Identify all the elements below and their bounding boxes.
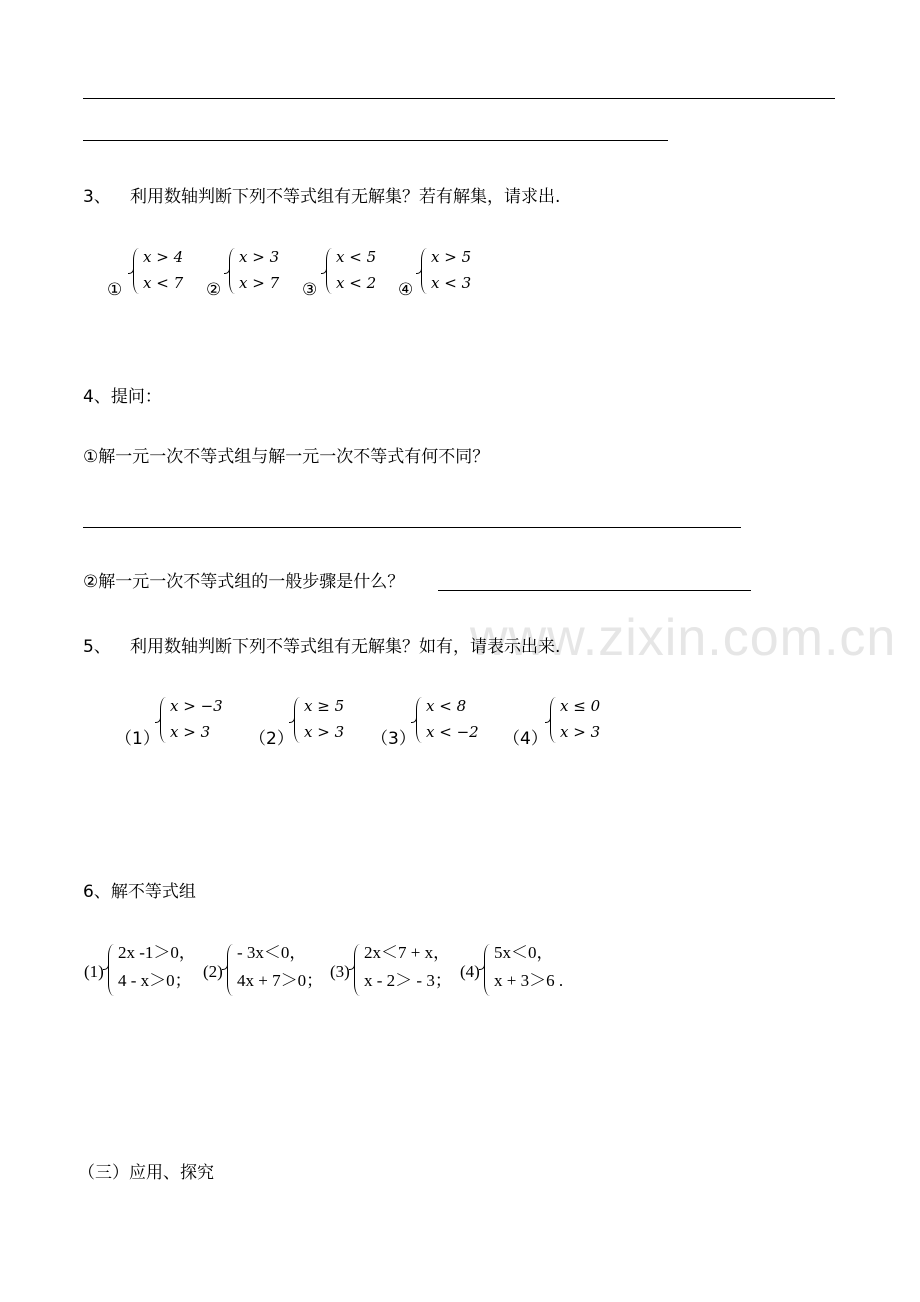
system-label: （2） [249, 729, 294, 749]
answer-line [83, 140, 668, 141]
brace-icon [108, 944, 115, 996]
brace-icon [421, 248, 428, 294]
watermark: www.zixin.com.cn [470, 609, 897, 667]
inequality-line: - 3x＜0， [237, 943, 307, 962]
question-3-text: 利用数轴判断下列不等式组有无解集？若有解集，请求出. [130, 187, 561, 207]
brace-icon [484, 944, 491, 996]
question-4-item-1: ①解一元一次不等式组与解一元一次不等式有何不同？ [83, 447, 490, 467]
question-4-title: 4、提问： [83, 387, 162, 407]
brace-icon [227, 944, 234, 996]
inequality-line: x > 3 [560, 723, 601, 741]
system-label: (3) [330, 962, 350, 981]
inequality-line: x ≤ 0 [560, 697, 601, 715]
question-5-number: 5、 [83, 637, 111, 657]
answer-line [83, 527, 741, 528]
system-label: （1） [115, 729, 160, 749]
brace-icon [229, 248, 236, 294]
answer-line [83, 98, 835, 99]
brace-icon [416, 697, 423, 743]
system-label: ① [107, 280, 123, 300]
system-label: (4) [460, 962, 480, 981]
inequality-line: x > 3 [170, 723, 211, 741]
system-label: ② [206, 280, 222, 300]
brace-icon [133, 248, 140, 294]
system-label: (1) [84, 962, 104, 981]
brace-icon [160, 697, 167, 743]
inequality-line: x > 3 [239, 248, 280, 266]
system-label: （4） [503, 729, 548, 749]
brace-icon [294, 697, 301, 743]
inequality-line: x < 7 [143, 274, 184, 292]
question-4-item-2: ②解一元一次不等式组的一般步骤是什么？ [83, 572, 405, 592]
answer-line [438, 590, 751, 591]
inequality-line: x ≥ 5 [304, 697, 345, 715]
inequality-line: x < 5 [336, 248, 377, 266]
system-label: ③ [302, 280, 318, 300]
inequality-line: x > 5 [431, 248, 472, 266]
inequality-line: x < 2 [336, 274, 377, 292]
inequality-line: x + 3＞6 . [494, 971, 564, 990]
system-label: ④ [398, 280, 414, 300]
question-3-number: 3、 [83, 187, 111, 207]
inequality-line: x - 2＞ - 3； [364, 971, 452, 990]
inequality-line: 2x -1＞0， [118, 943, 196, 962]
system-label: (2) [203, 962, 223, 981]
brace-icon [354, 944, 361, 996]
inequality-line: x < 8 [426, 697, 467, 715]
brace-icon [326, 248, 333, 294]
inequality-line: 4 - x＞0； [118, 971, 192, 990]
inequality-line: 4x + 7＞0； [237, 971, 324, 990]
system-label: （3） [371, 729, 416, 749]
inequality-line: x > 3 [304, 723, 345, 741]
section-title: （三）应用、探究 [78, 1163, 214, 1183]
inequality-line: 2x＜7 + x， [364, 943, 451, 962]
inequality-line: x > 4 [143, 248, 184, 266]
question-5-text: 利用数轴判断下列不等式组有无解集？如有，请表示出来. [130, 637, 561, 657]
inequality-line: x > 7 [239, 274, 280, 292]
inequality-line: x < −2 [426, 723, 479, 741]
inequality-line: 5x＜0， [494, 943, 554, 962]
brace-icon [550, 697, 557, 743]
inequality-line: x < 3 [431, 274, 472, 292]
question-6-title: 6、解不等式组 [83, 882, 196, 902]
inequality-line: x > −3 [170, 697, 223, 715]
